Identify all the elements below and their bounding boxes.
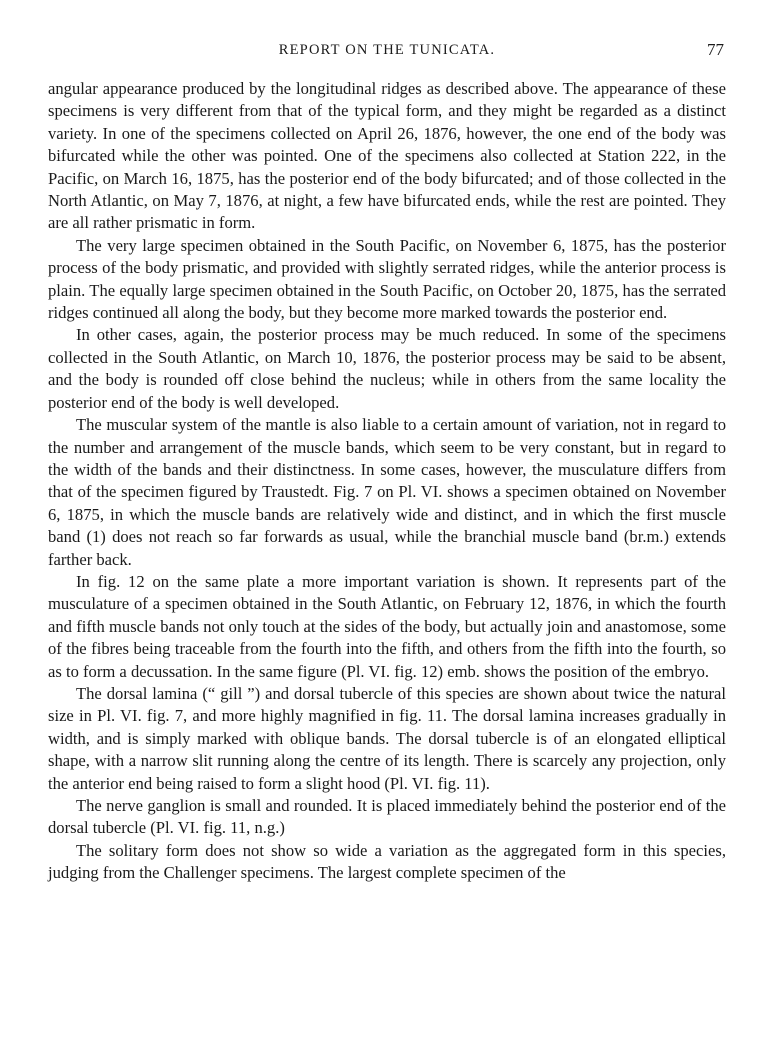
paragraph: The solitary form does not show so wide a variation as the aggregated form in this species, judging from the Challenger specimens. The largest complete specimen of the	[48, 840, 726, 883]
body-text	[48, 78, 726, 885]
paragraph: The muscular system of the mantle is also liable to a certain amount of variation, not in regard to the number and arrangement of the muscle bands, which seem to be very constant, but in regard to the width of the bands and their distinctness. In some cases, however, the musculature differs from that of the specimen figured by Traustedt. Fig. 7 on Pl. VI. shows a specimen obtained on November 6, 1875, in which the muscle bands are relatively wide and distinct, and in which the first muscle band (1) does not reach so far forwards as usual, while the branchial muscle band (br.m.) extends farther back.	[48, 415, 726, 569]
page-number: 77	[707, 40, 724, 59]
paragraph: In fig. 12 on the same plate a more important variation is shown. It represents part of the musculature of a specimen obtained in the South Atlantic, on February 12, 1876, in which the fourth and fifth muscle bands not only touch at the sides of the body, but actually join and anastomose, some of the fibres being traceable from the fourth into the fifth, and others from the fifth into the fourth, so as to form a decussation. In the same figure (Pl. VI. fig. 12) emb. shows the position of the embryo.	[48, 571, 726, 681]
page	[48, 38, 726, 885]
paragraph: In other cases, again, the posterior process may be much reduced. In some of the specimens collected in the South Atlantic, on March 10, 1876, the posterior process may be said to be absent, and the body is rounded off close behind the nucleus; while in others from the same locality the posterior end of the body is well developed.	[48, 325, 726, 412]
running-head	[48, 38, 726, 62]
paragraph: The very large specimen obtained in the South Pacific, on November 6, 1875, has the posterior process of the body prismatic, and provided with slightly serrated ridges, while the anterior process is plain. The equally large specimen obtained in the South Pacific, on October 20, 1875, has the serrated ridges continued all along the body, but they become more marked towards the posterior end.	[48, 235, 726, 323]
paragraph: The dorsal lamina (“ gill ”) and dorsal tubercle of this species are shown about twice the natural size in Pl. VI. fig. 7, and more highly magnified in fig. 11. The dorsal lamina increases gradually in width, and is simply marked with oblique bands. The dorsal tubercle is of an elongated elliptical shape, with a narrow slit running along the centre of its length. There is scarcely any projection, only the anterior end being raised to form a slight hood (Pl. VI. fig. 11).	[48, 683, 726, 793]
running-title: REPORT ON THE TUNICATA.	[278, 42, 496, 58]
paragraph: The nerve ganglion is small and rounded. It is placed immediately behind the posterior end of the dorsal tubercle (Pl. VI. fig. 11, n.g.)	[48, 796, 726, 838]
paragraph: angular appearance produced by the longitudinal ridges as described above. The appearance of these specimens is very different from that of the typical form, and they might be regarded as a distinct variety. In one of the specimens collected on April 26, 1876, however, the one end of the body was bifurcated while the other was pointed. One of the specimens also collected at Station 222, in the Pacific, on March 16, 1875, has the posterior end of the body bifurcated; and of those collected in the North Atlantic, on May 7, 1876, at night, a few have bifurcated ends, while the rest are pointed. They are all rather prismatic in form.	[48, 79, 726, 233]
